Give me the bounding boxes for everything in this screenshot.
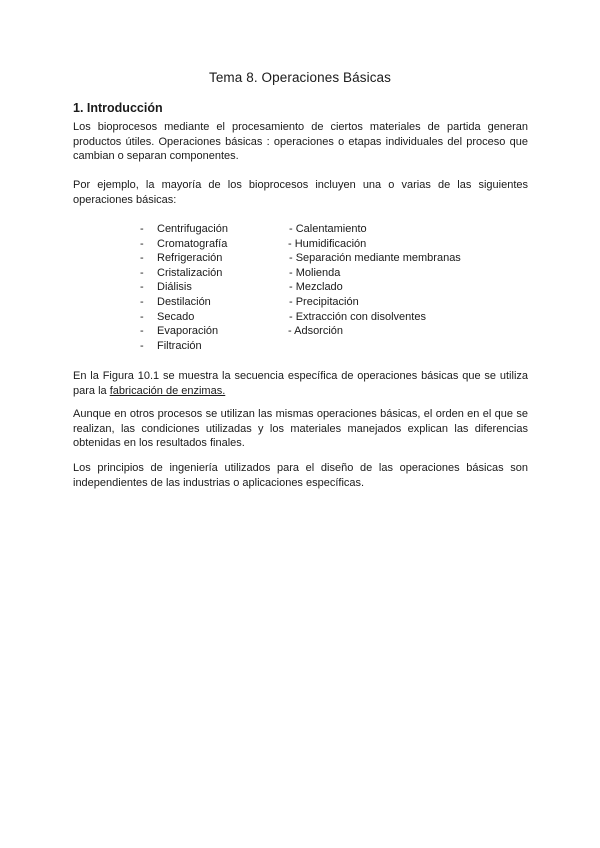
list-item-label: Secado — [157, 310, 195, 323]
list-item: - Mezclado — [289, 281, 343, 294]
list-item: - Molienda — [289, 266, 341, 279]
list-item-label: Refrigeración — [157, 252, 223, 265]
list-item-label: Diálisis — [157, 281, 192, 294]
list-dash: - — [140, 252, 144, 265]
intro-paragraph: Los bioprocesos mediante el procesamiento de ciertos materiales de partida generan productos útiles. Operaciones básicas : operaciones o etapas individuales del proceso que cambian o separan componentes. — [73, 121, 528, 163]
list-item: - Extracción con disolventes — [289, 310, 426, 323]
figure-paragraph-text: En la Figura 10.1 se muestra la secuencia específica de operaciones básicas que se utiliza para la — [73, 370, 528, 397]
list-item-label: Cromatografía — [157, 237, 228, 250]
list-dash: - — [140, 339, 144, 352]
list-dash: - — [140, 281, 144, 294]
list-item-label: Evaporación — [157, 325, 219, 338]
list-item: - Calentamiento — [289, 223, 367, 235]
enzyme-manufacturing-reference: fabricación de enzimas. — [109, 384, 226, 397]
list-item: - Adsorción — [288, 325, 344, 338]
order-paragraph: Aunque en otros procesos se utilizan las mismas operaciones básicas, el orden en el que se realizan, las condiciones utilizadas y los materiales manejados explican las diferencias obtenidas en los resultados finales. — [73, 408, 528, 450]
list-item-label: Destilación — [157, 296, 211, 308]
principles-paragraph: Los principios de ingeniería utilizados para el diseño de las operaciones básicas son independientes de las industrias o aplicaciones específicas. — [73, 462, 528, 489]
list-dash: - — [140, 325, 144, 338]
figure-paragraph — [73, 369, 528, 398]
list-dash: - — [140, 223, 144, 235]
list-item-label: Centrifugación — [157, 223, 228, 235]
list-dash: - — [140, 237, 144, 250]
list-item: - Separación mediante membranas — [289, 252, 461, 265]
list-dash: - — [140, 296, 144, 308]
list-dash: - — [140, 266, 144, 279]
list-item: - Precipitación — [289, 296, 359, 308]
list-dash: - — [140, 310, 144, 323]
section-heading: 1. Introducción — [73, 101, 163, 115]
example-paragraph: Por ejemplo, la mayoría de los bioprocesos incluyen una o varias de las siguientes operaciones básicas: — [73, 179, 528, 206]
list-item: - Humidificación — [288, 237, 367, 250]
list-item-label: Cristalización — [157, 266, 223, 279]
list-item-label: Filtración — [157, 339, 202, 352]
page-title: Tema 8. Operaciones Básicas — [208, 70, 392, 85]
